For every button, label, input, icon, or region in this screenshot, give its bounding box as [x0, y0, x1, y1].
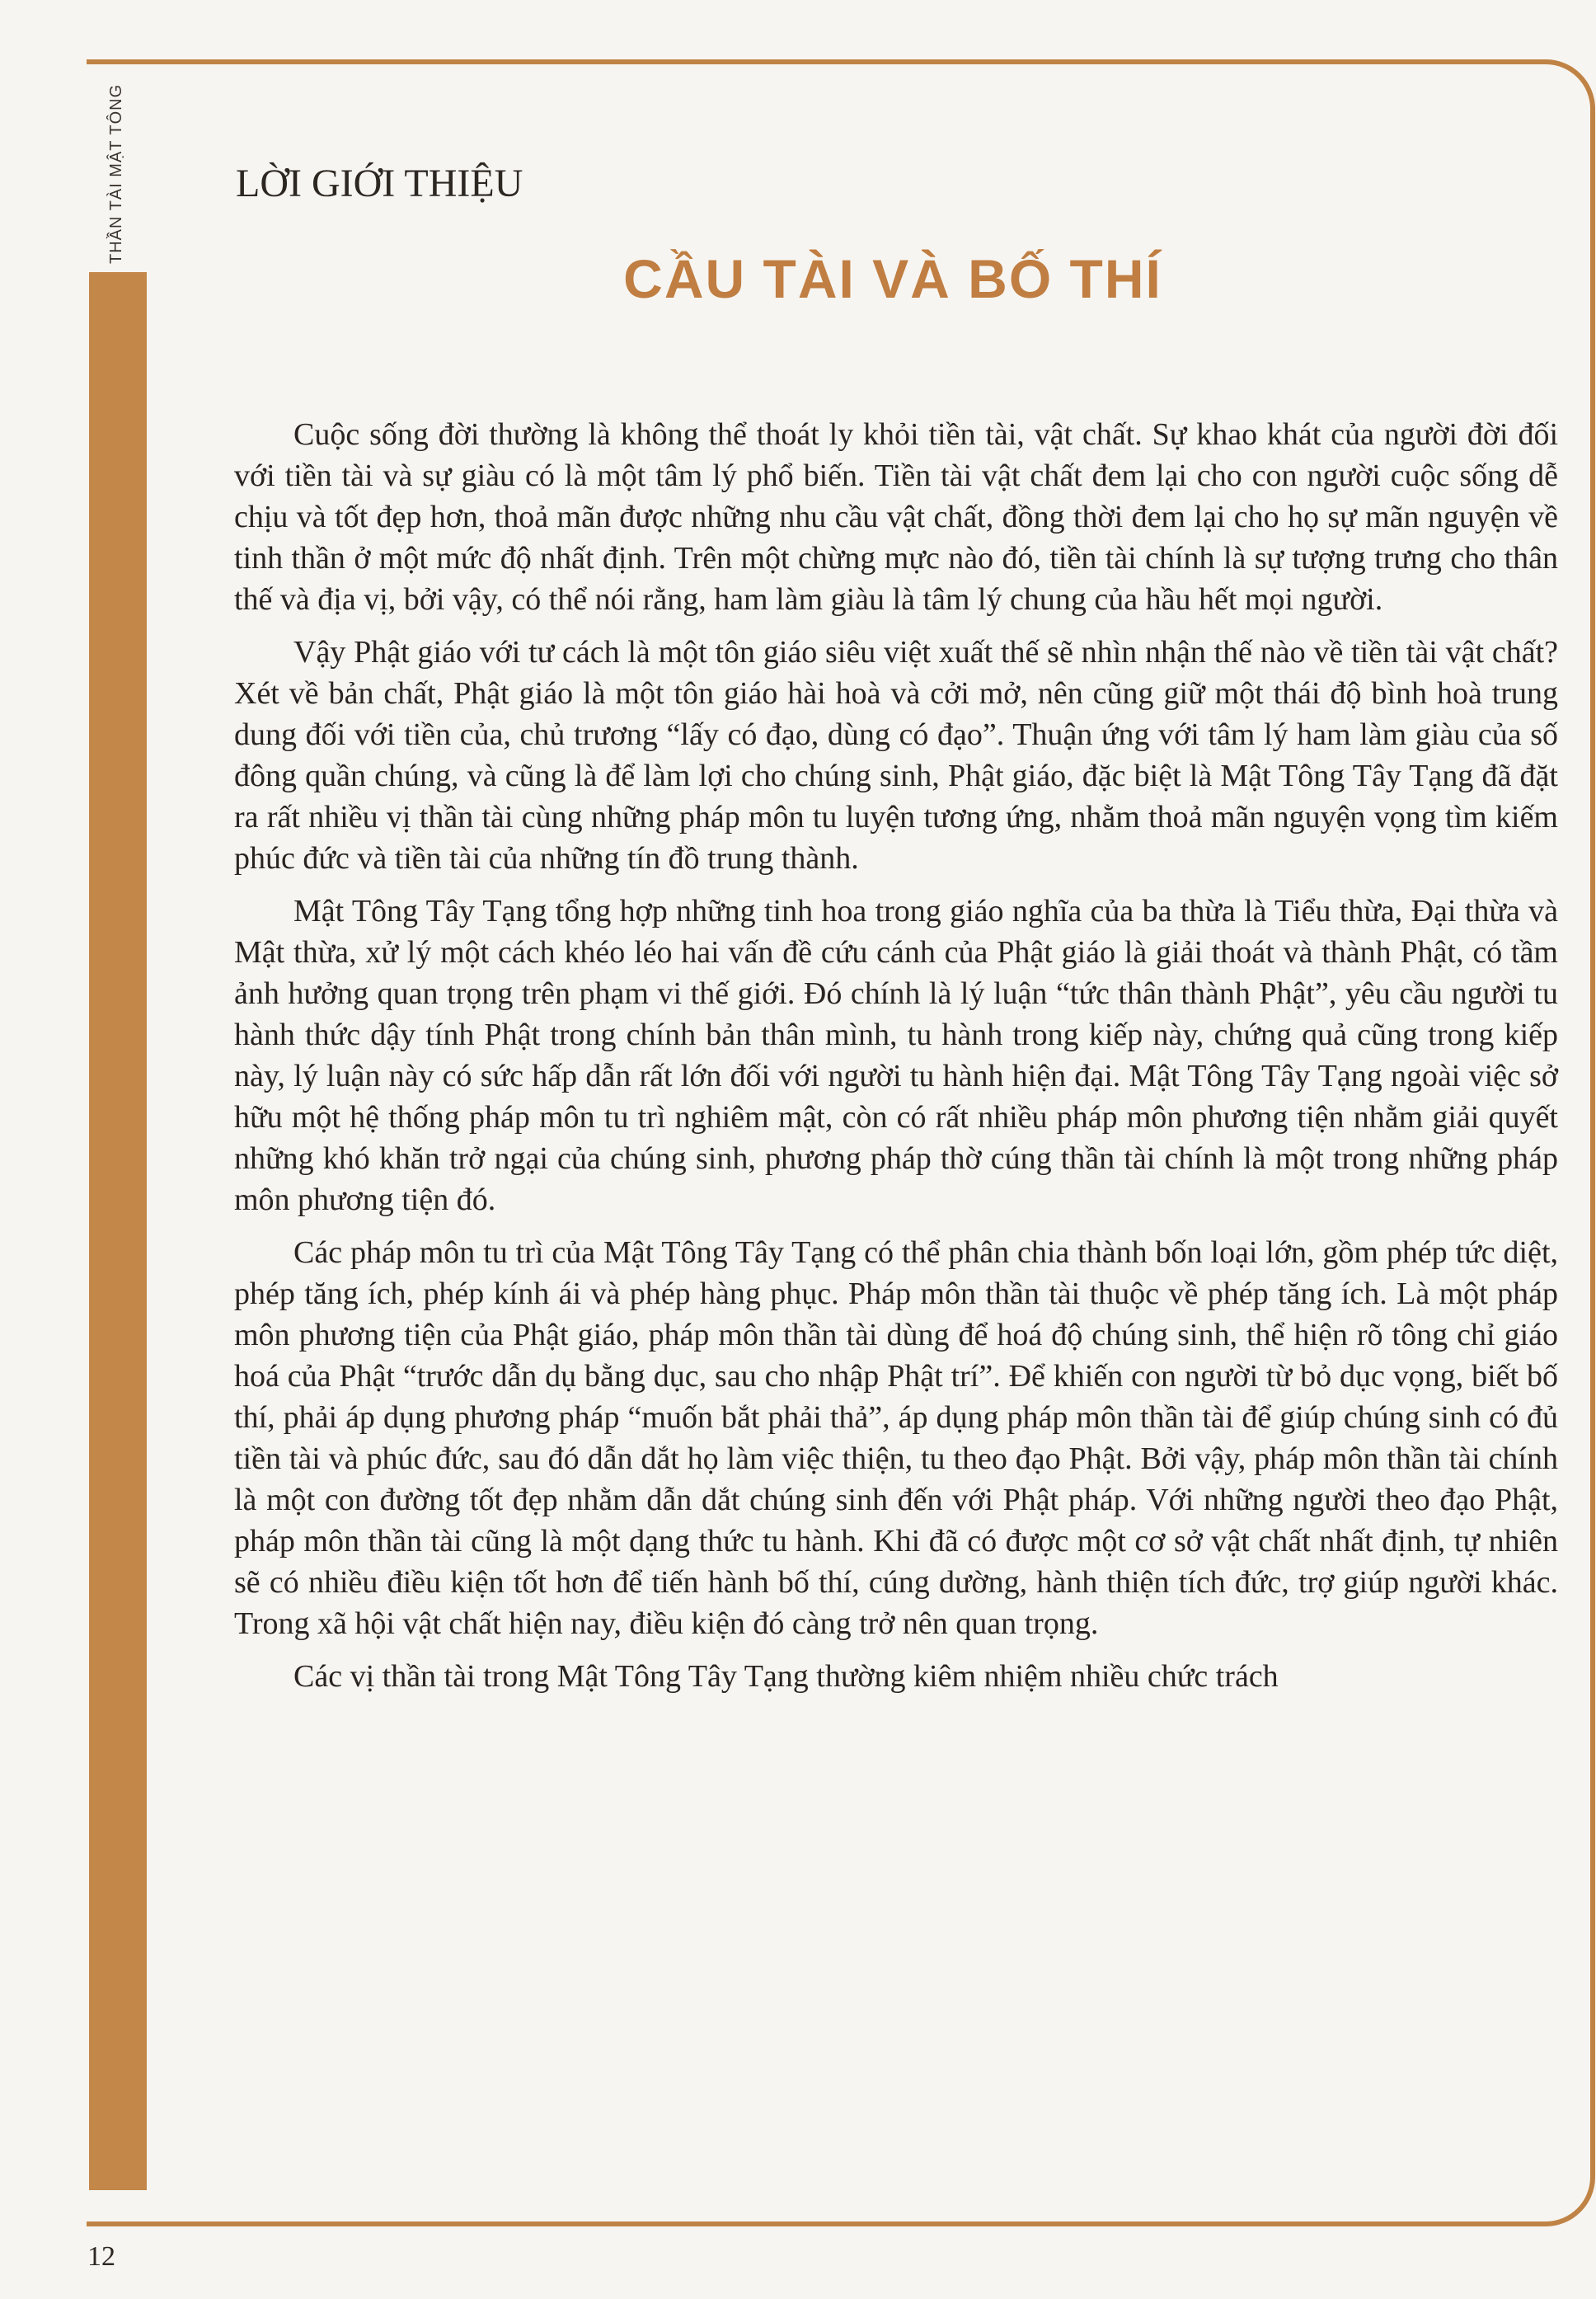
paragraph: Vậy Phật giáo với tư cách là một tôn giáo siêu việt xuất thế sẽ nhìn nhận thế nào về tiền tài vật chất? Xét về bản chất, Phật giáo là một tôn giáo hài hoà và cởi mở, nên cũng giữ một thái độ bình hoà trung dung đối với tiền của, chủ trương “lấy có đạo, dùng có đạo”. Thuận ứng với tâm lý ham làm giàu của số đông quần chúng, và cũng là để làm lợi cho chúng sinh, Phật giáo, đặc biệt là Mật Tông Tây Tạng đã đặt ra rất nhiều vị thần tài cùng những pháp môn tu luyện tương ứng, nhằm thoả mãn nguyện vọng tìm kiếm phúc đức và tiền tài của những tín đồ trung thành. [234, 635, 1558, 876]
paragraph: Cuộc sống đời thường là không thể thoát ly khỏi tiền tài, vật chất. Sự khao khát của người đời đối với tiền tài và sự giàu có là một tâm lý phổ biến. Tiền tài vật chất đem lại cho con người cuộc sống dễ chịu và tốt đẹp hơn, thoả mãn được những nhu cầu vật chất, đồng thời đem lại cho họ sự mãn nguyện về tinh thần ở một mức độ nhất định. Trên một chừng mực nào đó, tiền tài chính là sự tượng trưng cho thân thế và địa vị, bởi vậy, có thể nói rằng, ham làm giàu là tâm lý chung của hầu hết mọi người. [234, 417, 1558, 617]
section-label: LỜI GIỚI THIỆU [236, 162, 523, 205]
body-text [234, 414, 1558, 1709]
paragraph: Các pháp môn tu trì của Mật Tông Tây Tạng có thể phân chia thành bốn loại lớn, gồm phép tức diệt, phép tăng ích, phép kính ái và phép hàng phục. Pháp môn thần tài thuộc về phép tăng ích. Là một pháp môn phương tiện của Phật giáo, pháp môn thần tài dùng để hoá độ chúng sinh, thể hiện rõ tông chỉ giáo hoá của Phật “trước dẫn dụ bằng dục, sau cho nhập Phật trí”. Để khiến con người từ bỏ dục vọng, biết bố thí, phải áp dụng phương pháp “muốn bắt phải thả”, áp dụng pháp môn thần tài để giúp chúng sinh có đủ tiền tài và phúc đức, sau đó dẫn dắt họ làm việc thiện, tu theo đạo Phật. Bởi vậy, pháp môn thần tài chính là một con đường tốt đẹp nhằm dẫn dắt chúng sinh đến với Phật pháp. Với những người theo đạo Phật, pháp môn thần tài cũng là một dạng thức tu hành. Khi đã có được một cơ sở vật chất nhất định, tự nhiên sẽ có nhiều điều kiện tốt hơn để tiến hành bố thí, cúng dường, hành thiện tích đức, trợ giúp người khác. Trong xã hội vật chất hiện nay, điều kiện đó càng trở nên quan trọng. [234, 1235, 1558, 1641]
side-accent-bar [89, 272, 147, 2190]
page-number: 12 [87, 2241, 115, 2272]
paragraph: Các vị thần tài trong Mật Tông Tây Tạng thường kiêm nhiệm nhiều chức trách [293, 1659, 1279, 1694]
paragraph: Mật Tông Tây Tạng tổng hợp những tinh hoa trong giáo nghĩa của ba thừa là Tiểu thừa, Đại thừa và Mật thừa, xử lý một cách khéo léo hai vấn đề cứu cánh của Phật giáo là giải thoát và thành Phật, có tầm ảnh hưởng quan trọng trên phạm vi thế giới. Đó chính là lý luận “tức thân thành Phật”, yêu cầu người tu hành thức dậy tính Phật trong chính bản thân mình, tu hành trong kiếp này, chứng quả cũng trong kiếp này, lý luận này có sức hấp dẫn rất lớn đối với người tu hành hiện đại. Mật Tông Tây Tạng ngoài việc sở hữu một hệ thống pháp môn tu trì nghiêm mật, còn có rất nhiều pháp môn phương tiện nhằm giải quyết những khó khăn trở ngại của chúng sinh, phương pháp thờ cúng thần tài chính là một trong những pháp môn phương tiện đó. [234, 894, 1558, 1217]
page-title: CẦU TÀI VÀ BỐ THÍ [623, 248, 1162, 309]
running-header: THẦN TÀI MẬT TÔNG [107, 83, 125, 264]
